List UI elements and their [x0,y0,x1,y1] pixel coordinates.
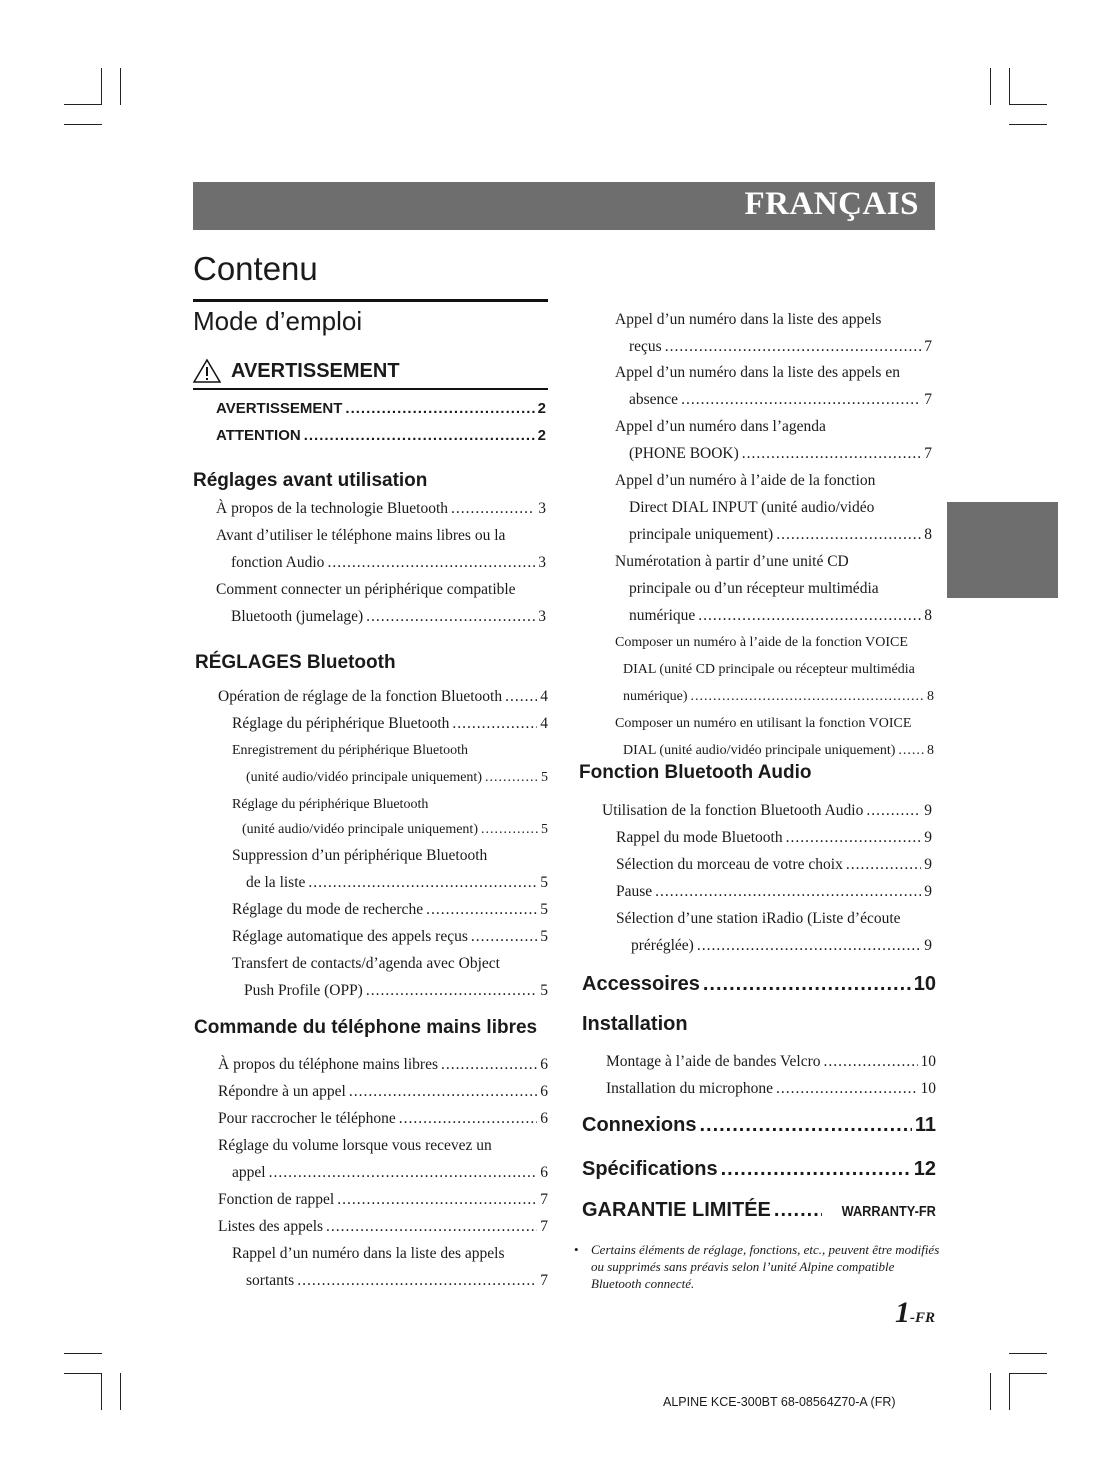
toc-entry-page: 5 [541,822,548,837]
page-number [895,1296,935,1330]
toc-entry-page: 6 [540,1164,548,1181]
toc-entry-page: 4 [540,688,548,705]
toc-entry-page: 9 [924,883,932,900]
toc-entry-text: (unité audio/vidéo principale uniquement) [242,822,478,837]
toc-entry-text: Appel d’un numéro dans la liste des appels [615,311,882,328]
toc-entry-text: Sélection d’une station iRadio (Liste d’écoute [616,910,901,927]
toc-entry-text: DIAL (unité CD principale ou récepteur multimédia [623,662,915,677]
toc-entry-text: Bluetooth (jumelage) [231,608,364,625]
toc-entry[interactable] [629,338,932,356]
toc-entry-text: Rappel d’un numéro dans la liste des appels [232,1245,505,1262]
toc-entry[interactable] [246,1272,548,1290]
toc-entry[interactable] [602,802,932,820]
toc-entry[interactable] [216,400,546,417]
crop-mark [101,68,102,105]
toc-entry[interactable] [218,1056,548,1074]
toc-entry-text: Montage à l’aide de bandes Velcro [606,1053,821,1070]
toc-entry[interactable] [629,526,932,544]
crop-mark [64,124,102,125]
toc-entry-page: 6 [540,1110,548,1127]
crop-mark [1009,1353,1047,1354]
toc-entry-text: Appel d’un numéro dans l’agenda [615,418,826,435]
toc-entry-text: Opération de réglage de la fonction Bluetooth [218,688,503,705]
warning-triangle-icon [193,358,221,384]
page-number-value: 1 [894,1296,910,1329]
toc-entry-text: Listes des appels [218,1218,324,1235]
toc-entry[interactable] [616,883,932,901]
crop-mark [1009,68,1010,105]
toc-entry-text: principale ou d’un récepteur multimédia [629,580,879,597]
crop-mark [1009,104,1047,105]
toc-entry-text: fonction Audio [231,554,325,571]
toc-entry-text: Pour raccrocher le téléphone [218,1110,396,1127]
toc-entry-text: Pause [616,883,653,900]
toc-entry[interactable] [218,688,548,706]
toc-entry-page: 9 [924,802,932,819]
toc-entry-page: 5 [541,770,548,785]
toc-entry[interactable] [246,874,548,892]
toc-entry[interactable] [231,554,546,572]
toc-entry-text: Push Profile (OPP) [244,982,363,999]
toc-entry-page: 9 [924,829,932,846]
language-banner [193,182,935,230]
toc-section-entry[interactable] [582,1114,936,1137]
toc-entry-page: 2 [537,427,546,444]
warning-heading [193,358,400,384]
toc-entry[interactable] [218,1191,548,1209]
side-tab [947,502,1058,598]
warning-title: AVERTISSEMENT [231,359,400,382]
toc-entry-text: numérique) [623,689,688,704]
toc-entry-page: 5 [540,901,548,918]
toc-entry-page: 7 [924,445,932,462]
toc-entry-page: 8 [924,607,932,624]
toc-entry-text: Fonction de rappel [218,1191,335,1208]
crop-mark [1009,1373,1047,1374]
toc-entry[interactable] [218,1083,548,1101]
toc-section-entry[interactable] [582,1158,936,1181]
page-number-suffix: -FR [909,1310,935,1326]
toc-entry-text: Sélection du morceau de votre choix [616,856,843,873]
toc-entry-page: 7 [540,1191,548,1208]
toc-entry[interactable] [616,856,932,874]
toc-entry-page: 3 [538,500,546,517]
section-heading: Commande du téléphone mains libres [194,1017,538,1038]
crop-mark [64,104,102,105]
toc-entry-page: 3 [538,608,546,625]
toc-entry[interactable] [242,822,548,838]
toc-entry-text: Comment connecter un périphérique compatible [216,581,516,598]
toc-entry-text: Composer un numéro en utilisant la fonction VOICE [615,716,912,731]
toc-entry-page: 10 [920,1080,936,1097]
crop-mark [120,1373,121,1410]
toc-entry-text: AVERTISSEMENT [216,400,343,417]
toc-entry[interactable] [246,770,548,786]
crop-mark [64,1353,102,1354]
toc-entry-text: appel [232,1164,266,1181]
toc-entry-text: Spécifications [582,1158,718,1180]
toc-entry-page: 5 [540,874,548,891]
crop-mark [990,1373,991,1410]
toc-entry[interactable] [623,689,934,705]
toc-section-entry[interactable] [582,973,936,996]
toc-entry-page: 8 [927,743,934,758]
crop-mark [120,68,121,105]
toc-entry-text: Réglage automatique des appels reçus [232,928,468,945]
toc-entry-text: Connexions [582,1114,697,1136]
toc-entry-text: DIAL (unité audio/vidéo principale uniquement) [623,743,896,758]
toc-entry-text: Enregistrement du périphérique Bluetooth [232,743,468,758]
toc-entry[interactable] [231,608,546,626]
toc-entry[interactable] [629,391,932,409]
divider [193,299,548,302]
toc-entry-page: 12 [913,1158,936,1180]
toc-entry-page: 6 [540,1056,548,1073]
toc-entry[interactable] [218,1110,548,1128]
toc-entry[interactable] [232,1164,548,1182]
toc-entry[interactable] [629,607,932,625]
toc-entry-text: Numérotation à partir d’une unité CD [615,553,849,570]
toc-entry-page: 5 [540,982,548,999]
toc-entry-page: 7 [924,338,932,355]
toc-entry[interactable] [218,1218,548,1236]
footnote [574,1241,944,1292]
toc-entry-text: Suppression d’un périphérique Bluetooth [232,847,488,864]
toc-entry[interactable] [244,982,548,1000]
toc-entry-text: Réglage du mode de recherche [232,901,424,918]
toc-entry-text: numérique [629,607,696,624]
toc-entry[interactable] [623,743,934,759]
toc-entry[interactable] [216,500,546,518]
crop-mark [1009,1373,1010,1410]
toc-entry-text: Transfert de contacts/d’agenda avec Object [232,955,500,972]
toc-entry-text: Répondre à un appel [218,1083,346,1100]
toc-entry[interactable] [232,715,548,733]
toc-entry[interactable] [606,1053,936,1071]
toc-entry-text: Réglage du volume lorsque vous recevez un [218,1137,492,1154]
section-heading: RÉGLAGES Bluetooth [195,652,396,673]
toc-entry[interactable] [629,445,932,463]
toc-entry-text: principale uniquement) [629,526,774,543]
toc-entry-page: 5 [540,928,548,945]
toc-entry-text: Appel d’un numéro à l’aide de la fonction [615,472,876,489]
toc-entry[interactable] [606,1080,936,1098]
language-title: FRANÇAIS [744,186,919,222]
toc-entry-text: Appel d’un numéro dans la liste des appels en [615,364,900,381]
toc-entry-page: 9 [924,856,932,873]
toc-entry-page: 11 [914,1114,936,1136]
page-title: Contenu [193,250,318,287]
toc-entry-page: 10 [913,973,936,995]
toc-entry[interactable] [232,928,548,946]
toc-entry-text: reçus [629,338,662,355]
toc-entry-text: sortants [246,1272,295,1289]
section-heading: Réglages avant utilisation [193,470,428,491]
toc-entry-text: Utilisation de la fonction Bluetooth Audio [602,802,864,819]
divider [193,388,548,390]
toc-entry-text: Réglage du périphérique Bluetooth [232,797,429,812]
toc-entry-page: 3 [538,554,546,571]
toc-entry-text: À propos de la technologie Bluetooth [216,500,449,517]
crop-mark [1009,124,1047,125]
toc-entry-page: 10 [920,1053,936,1070]
toc-entry-page: 7 [540,1218,548,1235]
toc-entry-text: absence [629,391,679,408]
toc-entry[interactable] [631,937,932,955]
toc-entry-text: Installation du microphone [606,1080,774,1097]
toc-entry-text: À propos du téléphone mains libres [218,1056,438,1073]
toc-entry-page: 4 [540,715,548,732]
toc-entry-text: préréglée) [631,937,694,954]
footer-code: ALPINE KCE-300BT 68-08564Z70-A (FR) [663,1395,896,1409]
page-subtitle: Mode d’emploi [193,306,363,336]
toc-entry-text: (unité audio/vidéo principale uniquement) [246,770,482,785]
toc-entry-text: Rappel du mode Bluetooth [616,829,783,846]
toc-entry-text: de la liste [246,874,306,891]
toc-entry-text: Avant d’utiliser le téléphone mains libres ou la [216,527,506,544]
toc-entry-page: 7 [540,1272,548,1289]
crop-mark [990,68,991,105]
toc-entry-page: 8 [924,526,932,543]
toc-entry[interactable] [616,829,932,847]
toc-entry-page: 6 [540,1083,548,1100]
toc-entry-text: Accessoires [582,973,700,995]
toc-entry-text: Réglage du périphérique Bluetooth [232,715,450,732]
toc-entry[interactable] [232,901,548,919]
bullet: • [574,1242,579,1257]
section-heading: Installation [582,1013,688,1035]
section-heading: Fonction Bluetooth Audio [579,762,812,783]
crop-mark [101,1373,102,1410]
toc-entry-page: 2 [537,400,546,417]
toc-entry-page: WARRANTY-FR [841,1203,936,1220]
toc-entry-text: GARANTIE LIMITÉE [582,1199,771,1221]
crop-mark [64,1373,102,1374]
toc-entry-text: Direct DIAL INPUT (unité audio/vidéo [629,499,875,516]
toc-entry-text: ATTENTION [216,427,301,444]
toc-entry-page: 8 [927,689,934,704]
toc-entry-text: (PHONE BOOK) [629,445,739,462]
toc-entry-text: Composer un numéro à l’aide de la fonction VOICE [615,635,908,650]
toc-entry-page: 7 [924,391,932,408]
toc-entry-page: 9 [924,937,932,954]
footnote-text: Certains éléments de réglage, fonctions, etc., peuvent être modifiés ou supprimés sans préavis selon l’unité Alpine compatible Bluetooth connecté. [591,1242,940,1291]
toc-entry[interactable] [216,427,546,444]
toc-section-entry[interactable] [582,1199,936,1222]
